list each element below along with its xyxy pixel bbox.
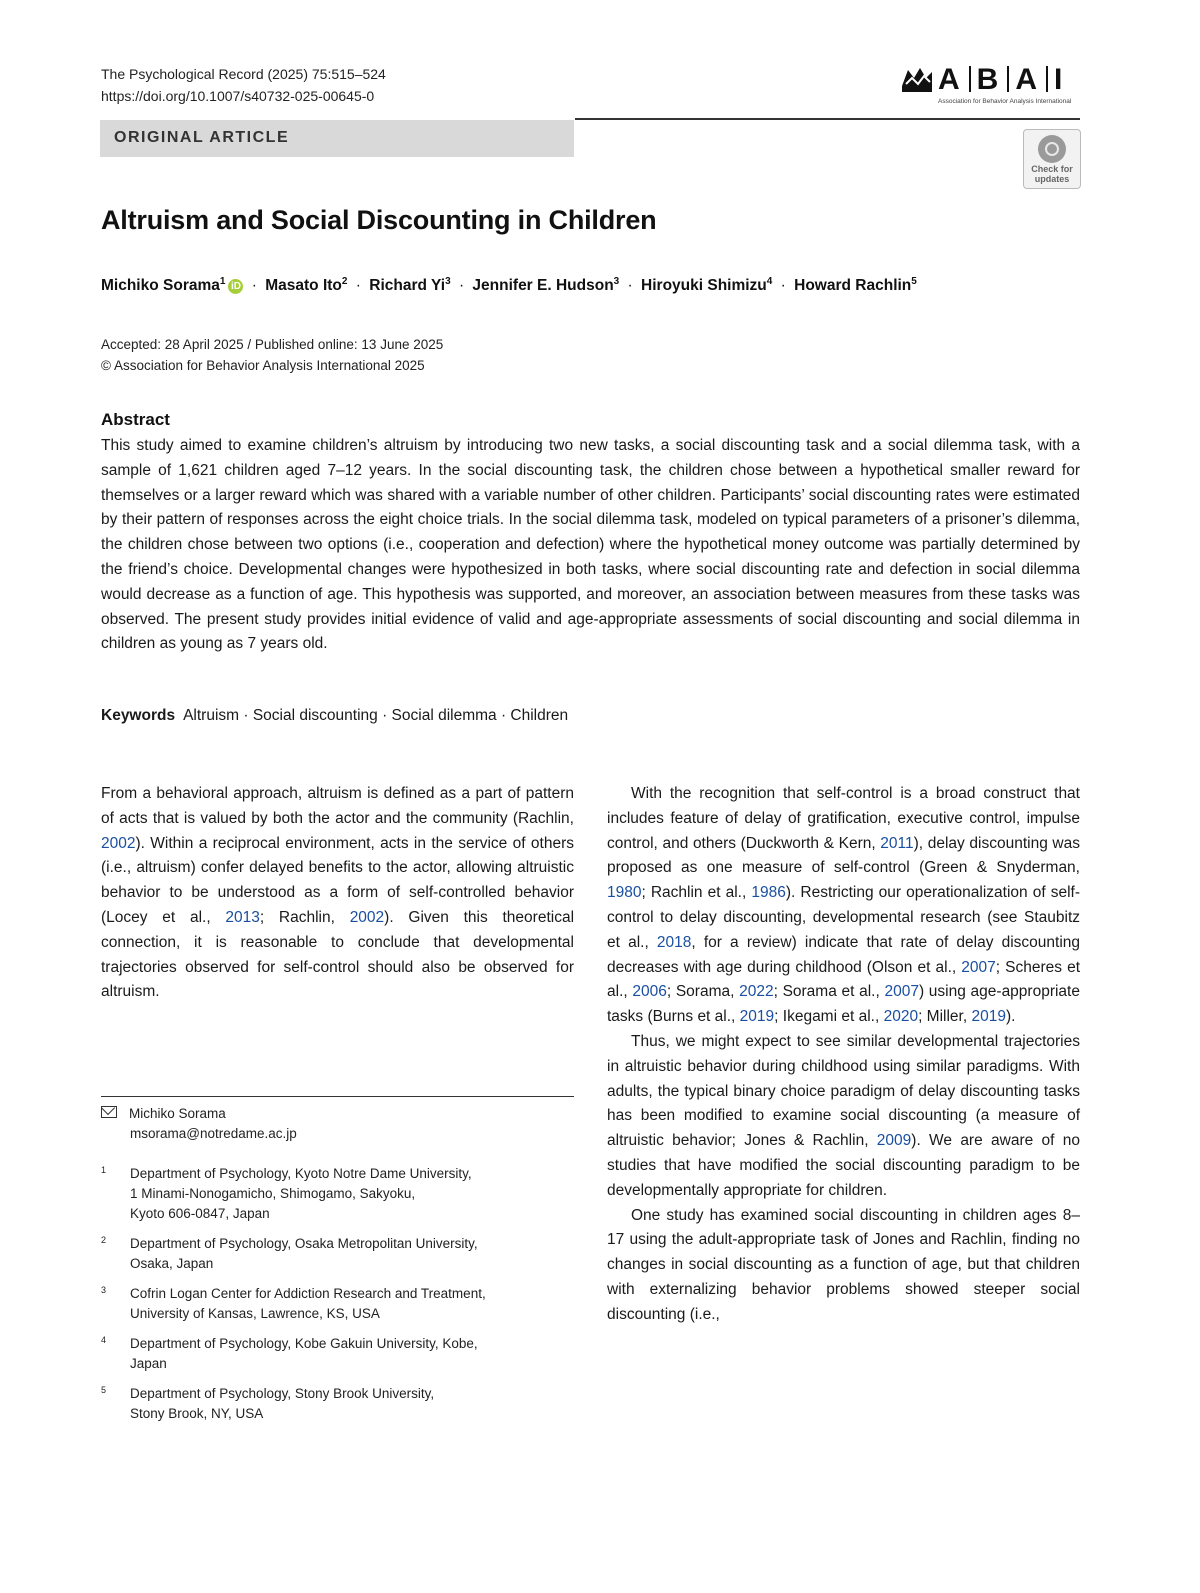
check-updates-icon — [1038, 135, 1066, 163]
abstract-text: This study aimed to examine children’s altruism by introducing two new tasks, a social discounting task and a social dilemma task, with a sample of 1,621 children aged 7–12 years. In the social discounting task, the children chose between a hypothetical smaller reward for themselves or a larger reward which was shared with a variable number of other children. Participants’ social discounting rates were estimated by their pattern of responses across the eight choice trials. In the social dilemma task, modeled on typical parameters of a prisoner’s dilemma, the children chose between two options (i.e., cooperation and defection) where the hypothetical money outcome was partially determined by the friend’s choice. Developmental changes were hypothesized in both tasks, where social discounting rate and defection in social dilemma would decrease as a function of age. This hypothesis was supported, and moreover, an association between measures from these tasks was observed. The present study provides initial evidence of valid and age-appropriate assessments of social discounting and social dilemma in children as young as 7 years old. — [101, 437, 1080, 653]
journal-citation: The Psychological Record (2025) 75:515–524 — [101, 66, 386, 82]
corresponding-email[interactable]: msorama@notredame.ac.jp — [130, 1126, 297, 1141]
article-title: Altruism and Social Discounting in Children — [101, 205, 657, 235]
author-separator: · — [780, 277, 786, 295]
affiliation-number: 4 — [101, 1335, 107, 1345]
keywords-list: Altruism · Social discounting · Social dilemma · Children — [183, 707, 569, 724]
body-text: ; Rachlin et al., — [641, 884, 752, 902]
check-updates-line2: updates — [1034, 174, 1070, 184]
affiliation-item — [101, 1284, 574, 1324]
logo-letter-a1: A — [938, 63, 963, 96]
affiliation-number: 2 — [101, 1235, 107, 1245]
body-text: ; Scheres et al., — [607, 958, 1080, 1001]
header-rule — [575, 118, 1080, 120]
author-affiliation: 3 — [613, 276, 620, 287]
affiliation-number: 1 — [101, 1165, 107, 1175]
envelope-icon — [101, 1106, 117, 1118]
author-affiliation: 3 — [445, 276, 451, 287]
author-separator: · — [251, 277, 257, 295]
citation-link[interactable]: 2018 — [656, 933, 692, 951]
affiliation-line: Kyoto 606-0847, Japan — [130, 1206, 270, 1221]
publication-info — [101, 334, 443, 376]
citation-link[interactable]: 2011 — [880, 834, 914, 852]
author-separator: · — [355, 277, 361, 295]
author-name[interactable]: Michiko Sorama — [101, 277, 220, 295]
affiliation-line: University of Kansas, Lawrence, KS, USA — [130, 1306, 380, 1321]
body-text: ), delay discounting was proposed as one measure of self-control (Green & Snyderman, — [607, 834, 1080, 877]
citation-link[interactable]: 2002 — [101, 834, 136, 852]
body-text: ; Sorama, — [666, 983, 740, 1001]
journal-info — [101, 63, 386, 107]
affiliation-item — [101, 1334, 574, 1374]
keywords-line — [101, 707, 568, 725]
citation-link[interactable]: 2019 — [739, 1008, 775, 1026]
body-paragraph — [607, 1030, 1080, 1204]
body-text: ). We are aware of no studies that have modified the social discounting paradigm to be developmentally appropriate for children. — [607, 1132, 1080, 1199]
body-text: , for a review) indicate that rate of delay discounting decreases with age during childhood (Olson et al., — [607, 933, 1081, 976]
check-for-updates-badge[interactable] — [1023, 129, 1081, 189]
affiliation-line: Cofrin Logan Center for Addiction Research and Treatment, — [130, 1286, 486, 1301]
check-updates-line1: Check for — [1031, 164, 1073, 174]
corresponding-name: Michiko Sorama — [129, 1106, 226, 1121]
affiliation-item — [101, 1164, 574, 1224]
author-name[interactable]: Masato Ito — [265, 277, 342, 295]
citation-link[interactable]: 2007 — [884, 983, 919, 1001]
body-paragraph: One study has examined social discounting in children ages 8–17 using the adult-appropriate task of Jones and Rachlin, finding no changes in social discounting as a function of age, but that children with externalizing behavior problems showed steeper social discounting (i.e., — [607, 1206, 1080, 1323]
keywords-label: Keywords — [101, 707, 176, 724]
corresponding-author — [101, 1104, 297, 1144]
affiliation-line: Japan — [130, 1356, 167, 1371]
body-text: ; Sorama et al., — [773, 983, 885, 1001]
body-paragraph — [101, 782, 574, 1005]
citation-link[interactable]: 2020 — [883, 1008, 919, 1026]
logo-letter-i: I — [1054, 63, 1066, 96]
footnote-rule — [101, 1096, 574, 1097]
affiliation-line: Osaka, Japan — [130, 1256, 214, 1271]
logo-letter-a2: A — [1015, 63, 1041, 96]
author-name[interactable]: Jennifer E. Hudson — [472, 277, 614, 295]
abai-logo — [900, 64, 1080, 105]
affiliation-line: Department of Psychology, Kyoto Notre Dame University, — [130, 1166, 472, 1181]
body-text: ). Within a reciprocal environment, acts in the service of others (i.e., altruism) confer delayed benefits to the actor, allowing altruistic behavior to be understood as a form of self-controlled behavior (Locey et al., — [101, 834, 574, 926]
affiliation-line: Department of Psychology, Osaka Metropolitan University, — [130, 1236, 478, 1251]
logo-subtitle: Association for Behavior Analysis International — [938, 98, 1072, 105]
abai-mark-icon — [900, 64, 934, 96]
affiliation-number: 5 — [101, 1385, 107, 1395]
body-text: ) using age-appropriate tasks (Burns et al., — [607, 983, 1080, 1026]
body-text: Thus, we might expect to see similar developmental trajectories in altruistic behavior during childhood using similar paradigms. With adults, the typical binary choice paradigm of delay discounting tasks has been modified to examine social discounting (a measure of altruistic behavior; Jones & Rachlin, — [607, 1032, 1080, 1150]
affiliation-line: Department of Psychology, Kobe Gakuin University, Kobe, — [130, 1336, 478, 1351]
doi-link[interactable]: https://doi.org/10.1007/s40732-025-00645-0 — [101, 88, 375, 104]
publication-dates: Accepted: 28 April 2025 / Published online: 13 June 2025 — [101, 337, 444, 352]
body-left-column — [101, 782, 574, 1005]
body-right-column — [607, 782, 1080, 1328]
citation-link[interactable]: 2006 — [632, 983, 667, 1001]
citation-link[interactable]: 2022 — [739, 983, 774, 1001]
citation-link[interactable]: 1986 — [751, 884, 786, 902]
body-text: From a behavioral approach, altruism is defined as a part of pattern of acts that is valued by both the actor and the community (Rachlin, — [101, 785, 574, 827]
article-type-label: ORIGINAL ARTICLE — [114, 129, 290, 146]
author-affiliation: 4 — [766, 276, 773, 287]
body-paragraph — [607, 782, 1080, 1030]
affiliation-item — [101, 1234, 574, 1274]
orcid-icon[interactable]: iD — [228, 279, 243, 294]
author-affiliation: 2 — [341, 276, 348, 287]
citation-link[interactable]: 2009 — [876, 1132, 912, 1150]
body-text: ; Ikegami et al., — [774, 1008, 884, 1026]
author-separator: · — [458, 277, 465, 295]
copyright-line: © Association for Behavior Analysis International 2025 — [101, 358, 425, 373]
body-text: With the recognition that self-control is a broad construct that includes feature of delay of gratification, executive control, impulse control, and others (Duckworth & Kern, — [607, 785, 1080, 852]
body-text: ; Miller, — [918, 1008, 972, 1026]
affiliation-line: 1 Minami-Nonogamicho, Shimogamo, Sakyoku, — [130, 1186, 416, 1201]
body-text: ). Given this theoretical connection, it is reasonable to conclude that developmental trajectories observed for self-control should also be observed for altruism. — [101, 908, 575, 1001]
logo-letter-b: B — [976, 63, 1002, 96]
citation-link[interactable]: 1980 — [607, 884, 642, 902]
abstract-heading: Abstract — [101, 410, 170, 429]
author-separator: · — [627, 277, 633, 295]
article-type-banner — [100, 120, 574, 157]
citation-link[interactable]: 2007 — [961, 958, 996, 976]
citation-link[interactable]: 2019 — [971, 1008, 1006, 1026]
author-name[interactable]: Howard Rachlin — [794, 277, 912, 295]
citation-link[interactable]: 2002 — [349, 908, 385, 926]
affiliation-line: Stony Brook, NY, USA — [130, 1406, 264, 1421]
body-text: ). Restricting our operationalization of self-control to delay discounting, developmental research (see Staubitz et al., — [607, 884, 1080, 951]
author-affiliation: 1 — [219, 276, 226, 287]
affiliation-item — [101, 1384, 574, 1424]
citation-link[interactable]: 2013 — [225, 908, 260, 926]
author-name[interactable]: Hiroyuki Shimizu — [641, 277, 767, 295]
affiliation-number: 3 — [101, 1285, 107, 1295]
author-name[interactable]: Richard Yi — [369, 277, 446, 295]
body-text: ; Rachlin, — [259, 908, 350, 926]
author-list — [101, 276, 917, 295]
affiliation-line: Department of Psychology, Stony Brook University, — [130, 1386, 435, 1401]
body-text: ). — [1005, 1008, 1016, 1026]
author-affiliation: 5 — [911, 276, 917, 287]
